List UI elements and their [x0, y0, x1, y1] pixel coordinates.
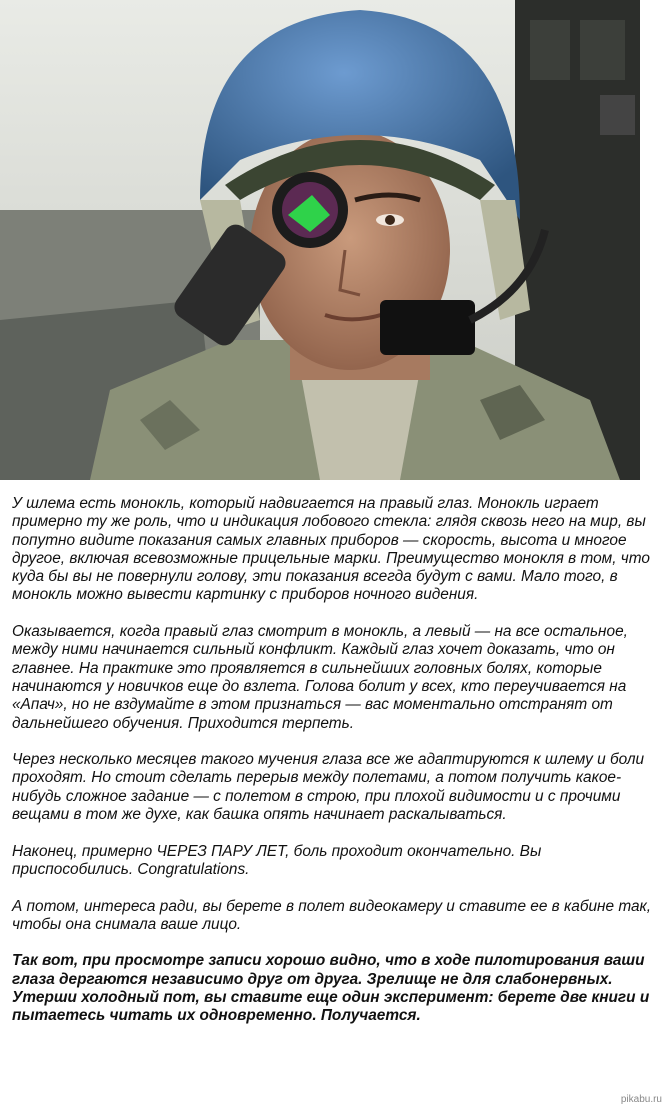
watermark: pikabu.ru [620, 1094, 662, 1105]
t-shirt [300, 370, 420, 480]
pilot-photo-illustration [0, 0, 640, 480]
paragraph-2: Оказывается, когда правый глаз смотрит в монокль, а левый — на все остальное, между ними начинается сильный конфликт. Каждый глаз хочет доказать, что он главнее. На практике это проявляется в сильнейших головных болях, которые начинаются у новичков еще до взлета. Голова болит у всех, кто переучивается на «Апач», но не вздумайте в этом признаться — вас моментально отстранят от дальнейшего обучения. Приходится терпеть. [12, 623, 628, 732]
paragraph-6: Так вот, при просмотре записи хорошо видно, что в ходе пилотирования ваши глаза дергаются независимо друг от друга. Зрелище не для слабонервных. Утерши холодный пот, вы ставите еще один эксперимент: берете две книги и пытаетесь читать их одновременно. Получается. [12, 952, 650, 1025]
pilot-photo [0, 0, 640, 480]
microphone [380, 300, 475, 355]
paragraph-5: А потом, интереса ради, вы берете в полет видеокамеру и ставите ее в кабине так, чтобы она снимала ваше лицо. [12, 897, 652, 933]
paragraph-1: У шлема есть монокль, который надвигается на правый глаз. Монокль играет примерно ту же роль, что и индикация лобового стекла: глядя сквозь него на мир, вы попутно видите показания самых главных приборов — скорость, высота и многое другое, включая всевозможные прицельные марки. Преимущество монокля в том, что куда бы вы не повернули голову, эти показания всегда будут с вами. Мало того, в монокль можно вывести картинку с приборов ночного видения. [12, 495, 650, 604]
paragraph-3: Через несколько месяцев такого мучения глаза все же адаптируются к шлему и боли проходят. Но стоит сделать перерыв между полетами, а потом получить какое-нибудь сложное задание — с полетом в строю, при плохой видимости и с прочими вещами в том же духе, как башка опять начинает раскалываться. [12, 751, 645, 824]
article-text [12, 495, 652, 1026]
paragraph-4: Наконец, примерно ЧЕРЕЗ ПАРУ ЛЕТ, боль проходит окончательно. Вы приспособились. Congratulations. [12, 842, 542, 878]
